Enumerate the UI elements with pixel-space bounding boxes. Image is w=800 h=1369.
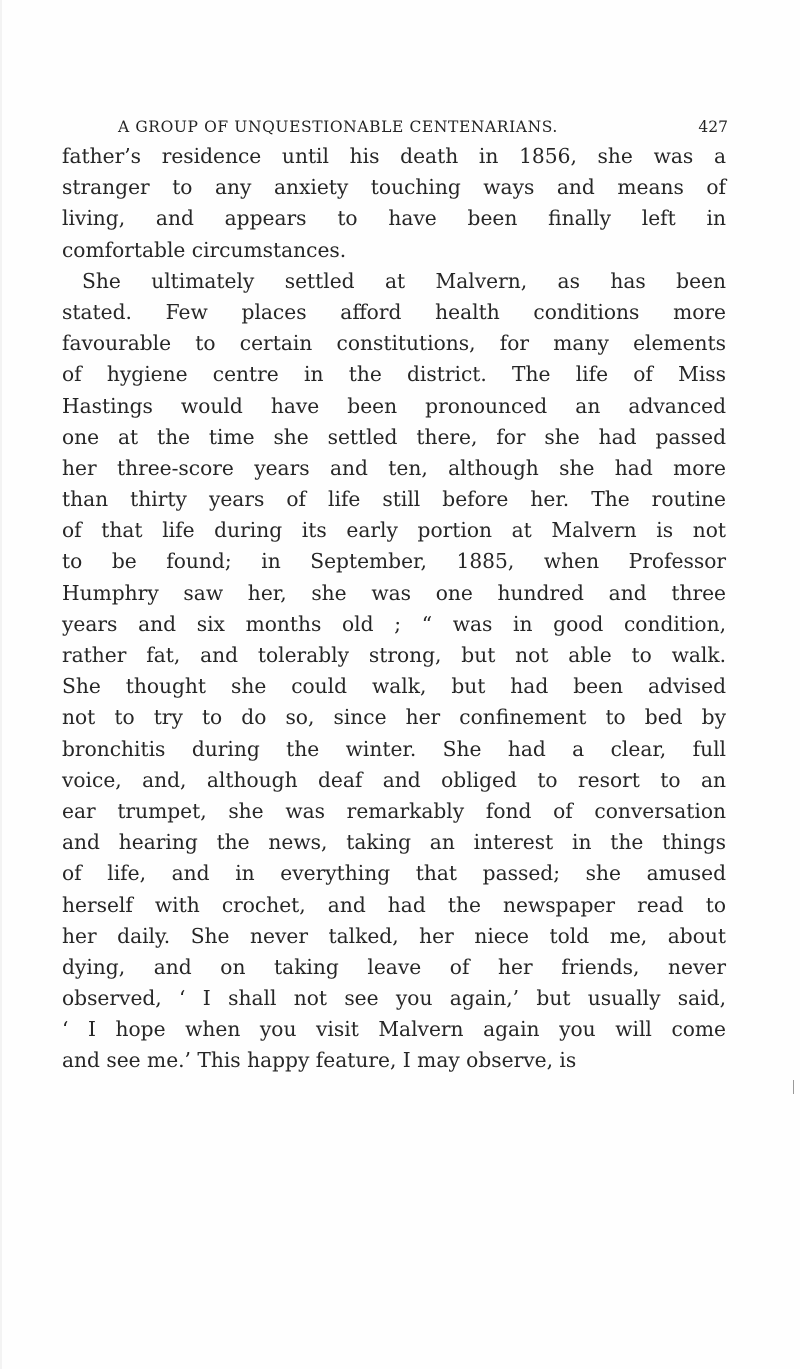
text-line: years and six months old ; “ was in good condition,	[62, 611, 726, 636]
text-line: ear trumpet, she was remarkably fond of conversation	[62, 798, 726, 823]
text-line: Hastings would have been pronounced an advanced	[62, 393, 726, 418]
body-text	[62, 141, 726, 1077]
text-line: comfortable circumstances.	[62, 237, 347, 262]
page-edge	[0, 0, 2, 1369]
text-line: living, and appears to have been finally left in	[62, 206, 726, 231]
running-head	[118, 118, 728, 140]
text-line: stranger to any anxiety touching ways and means of	[62, 175, 726, 200]
text-line: dying, and on taking leave of her friends, never	[62, 954, 726, 979]
text-line: rather fat, and tolerably strong, but not able to walk.	[62, 643, 726, 667]
text-line: bronchitis during the winter. She had a clear, full	[62, 736, 726, 761]
text-line: of that life during its early portion at Malvern is not	[62, 518, 726, 543]
text-line: She ultimately settled at Malvern, as has been	[82, 268, 726, 293]
text-line: of life, and in everything that passed; she amused	[62, 861, 726, 886]
text-line: of hygiene centre in the district. The life of Miss	[62, 362, 726, 387]
text-line: favourable to certain constitutions, for many elements	[62, 331, 726, 356]
page-number: 427	[698, 118, 728, 136]
text-line: observed, ‘ I shall not see you again,’ but usually said,	[62, 986, 726, 1011]
text-line: her three-score years and ten, although she had more	[62, 455, 726, 480]
running-title: A GROUP OF UNQUESTIONABLE CENTENARIANS.	[118, 118, 558, 136]
text-line: stated. Few places afford health conditions more	[62, 299, 726, 324]
text-line: not to try to do so, since her confinement to bed by	[62, 705, 726, 730]
text-line: Humphry saw her, she was one hundred and three	[62, 580, 726, 605]
text-line: father’s residence until his death in 1856, she was a	[62, 144, 726, 168]
text-line: ‘ I hope when you visit Malvern again you will come	[62, 1017, 726, 1042]
text-line: to be found; in September, 1885, when Professor	[62, 549, 726, 574]
text-line: one at the time she settled there, for she had passed	[62, 424, 726, 449]
margin-mark	[793, 1080, 794, 1094]
text-line: voice, and, although deaf and obliged to resort to an	[62, 767, 726, 792]
text-line: her daily. She never talked, her niece told me, about	[62, 923, 726, 948]
text-line: herself with crochet, and had the newspaper read to	[62, 892, 726, 917]
text-line: and hearing the news, taking an interest in the things	[62, 830, 726, 855]
text-line: than thirty years of life still before her. The routine	[62, 487, 726, 512]
text-line: She thought she could walk, but had been advised	[62, 674, 726, 699]
text-line: and see me.’ This happy feature, I may observe, is	[62, 1048, 577, 1073]
